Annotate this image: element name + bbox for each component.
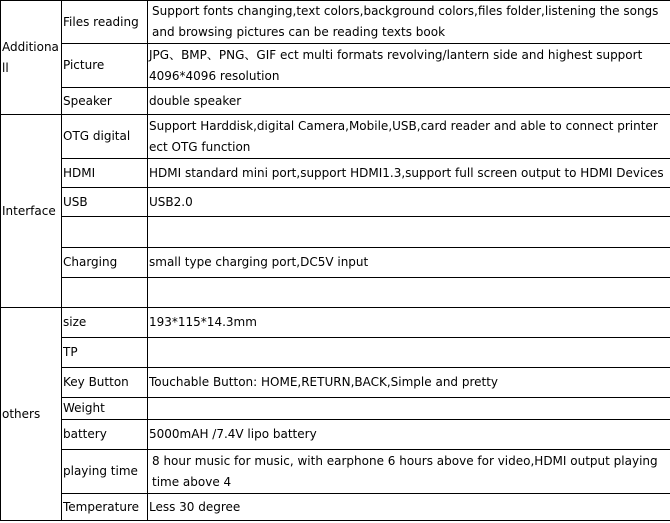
group-label-interface: Interface <box>1 115 62 308</box>
spec-value <box>148 217 670 248</box>
spec-name: Temperature <box>62 494 148 521</box>
group-label-additional: Additionall <box>1 1 62 115</box>
spec-value: USB2.0 <box>148 188 670 217</box>
spec-name: Files reading <box>62 1 148 44</box>
spec-value: 193*115*14.3mm <box>148 308 670 338</box>
spec-value: 8 hour music for music, with earphone 6 hours above for video,HDMI output playing time above 4 <box>148 450 670 494</box>
table-row <box>1 368 670 398</box>
spec-value <box>148 278 670 308</box>
spec-name: HDMI <box>62 159 148 188</box>
table-row <box>1 1 670 44</box>
spec-name: size <box>62 308 148 338</box>
spec-name <box>62 278 148 308</box>
table-row <box>1 159 670 188</box>
spec-name: OTG digital <box>62 115 148 159</box>
table-row <box>1 398 670 420</box>
table-row <box>1 115 670 159</box>
spec-name: Weight <box>62 398 148 420</box>
table-row <box>1 248 670 278</box>
spec-value: HDMI standard mini port,support HDMI1.3,support full screen output to HDMI Devices <box>148 159 670 188</box>
spec-name: Key Button <box>62 368 148 398</box>
table-row <box>1 338 670 368</box>
spec-value: Support Harddisk,digital Camera,Mobile,USB,card reader and able to connect printer ect OTG function <box>148 115 670 159</box>
spec-name: Picture <box>62 44 148 88</box>
table-row <box>1 308 670 338</box>
table-row <box>1 44 670 88</box>
spec-value: small type charging port,DC5V input <box>148 248 670 278</box>
spec-name: playing time <box>62 450 148 494</box>
spec-value: double speaker <box>148 88 670 115</box>
spec-value: Support fonts changing,text colors,background colors,files folder,listening the songs and browsing pictures can be reading texts book <box>148 1 670 44</box>
spec-name: TP <box>62 338 148 368</box>
table-row <box>1 188 670 217</box>
table-row <box>1 494 670 521</box>
table-row <box>1 88 670 115</box>
group-label-others: others <box>1 308 62 521</box>
table-row <box>1 278 670 308</box>
spec-value <box>148 338 670 368</box>
spec-value: JPG、BMP、PNG、GIF ect multi formats revolving/lantern side and highest support 4096*4096 resolution <box>148 44 670 88</box>
spec-value: Less 30 degree <box>148 494 670 521</box>
spec-value <box>148 398 670 420</box>
spec-name <box>62 217 148 248</box>
spec-value: 5000mAH /7.4V lipo battery <box>148 420 670 450</box>
spec-name: battery <box>62 420 148 450</box>
table-row <box>1 450 670 494</box>
spec-name: Charging <box>62 248 148 278</box>
spec-name: Speaker <box>62 88 148 115</box>
table-row <box>1 217 670 248</box>
spec-value: Touchable Button: HOME,RETURN,BACK,Simple and pretty <box>148 368 670 398</box>
spec-name: USB <box>62 188 148 217</box>
table-row <box>1 420 670 450</box>
